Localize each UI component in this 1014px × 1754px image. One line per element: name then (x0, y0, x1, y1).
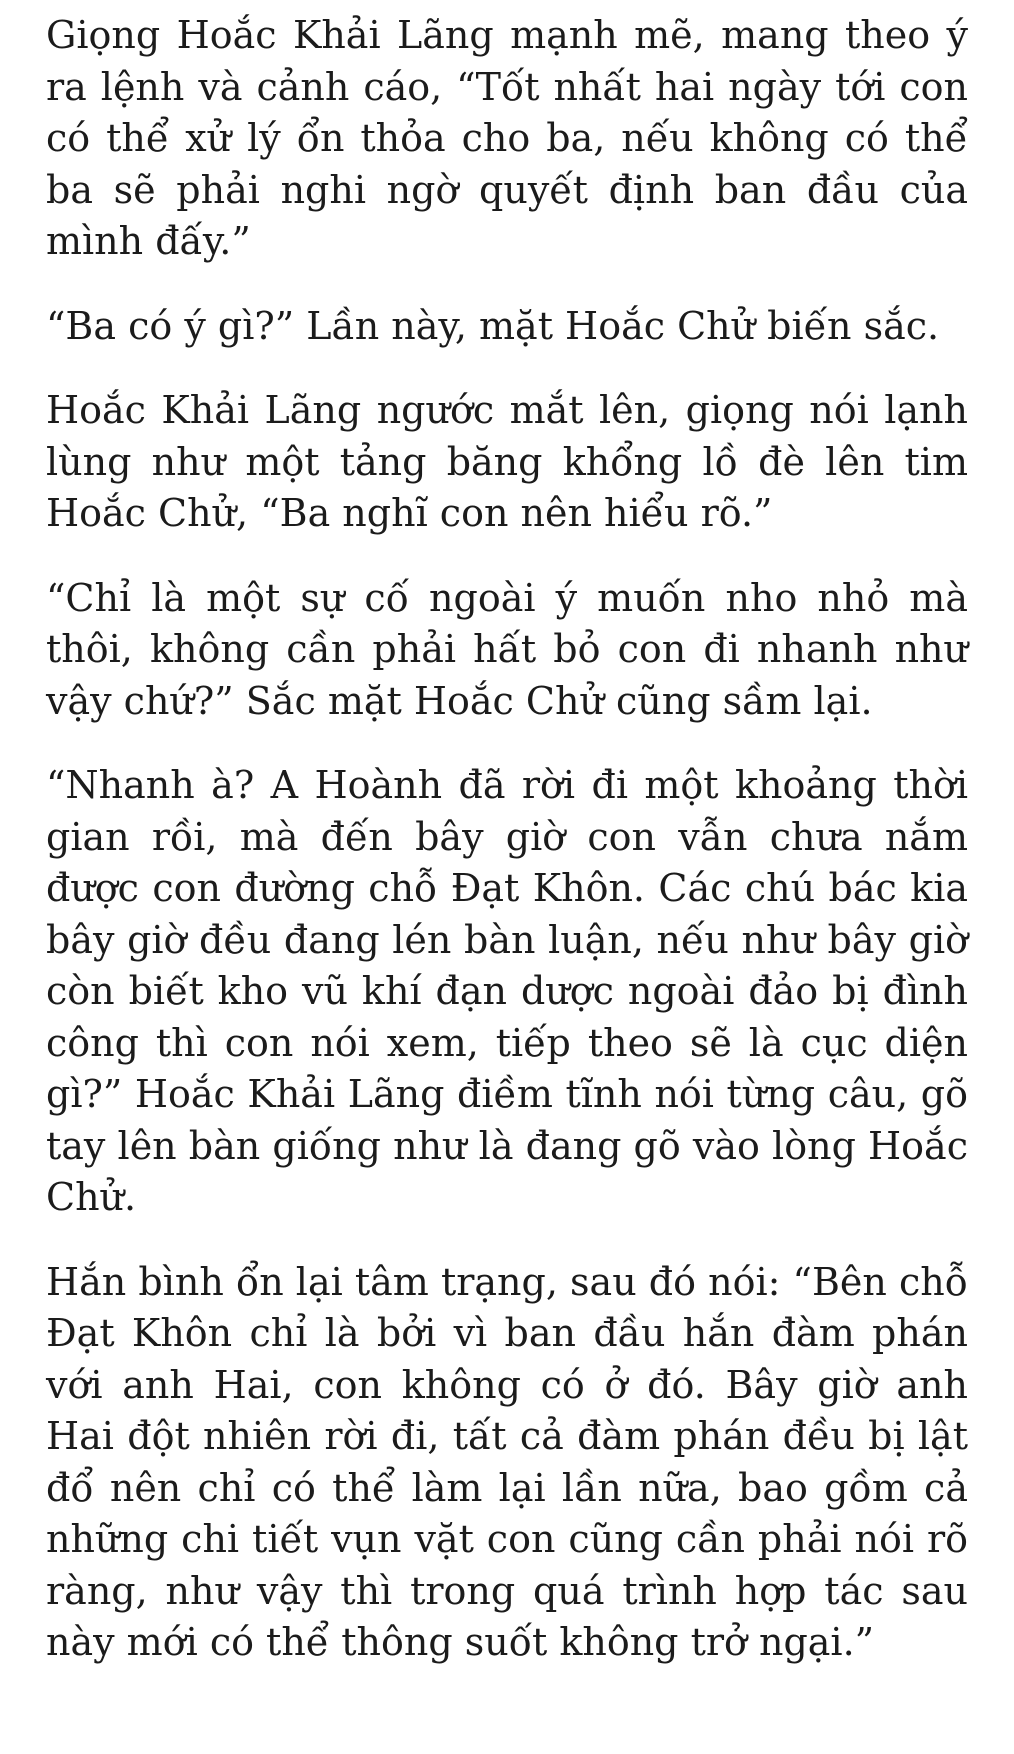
paragraph-4: “Chỉ là một sự cố ngoài ý muốn nho nhỏ mà thôi, không cần phải hất bỏ con đi nhanh như vậy chứ?” Sắc mặt Hoắc Chử cũng sầm lại. (46, 575, 968, 723)
paragraph-6: Hắn bình ổn lại tâm trạng, sau đó nói: “Bên chỗ Đạt Khôn chỉ là bởi vì ban đầu hắn đàm phán với anh Hai, con không có ở đó. Bây giờ anh Hai đột nhiên rời đi, tất cả đàm phán đều bị lật đổ nên chỉ có thể làm lại lần nữa, bao gồm cả những chi tiết vụn vặt con cũng cần phải nói rõ ràng, như vậy thì trong quá trình hợp tác sau này mới có thể thông suốt không trở ngại.” (46, 1259, 968, 1664)
paragraph-2: “Ba có ý gì?” Lần này, mặt Hoắc Chử biến sắc. (46, 303, 940, 348)
document-page (46, 10, 968, 1702)
paragraph-3: Hoắc Khải Lãng ngước mắt lên, giọng nói lạnh lùng như một tảng băng khổng lồ đè lên tim Hoắc Chử, “Ba nghĩ con nên hiểu rõ.” (46, 388, 968, 535)
paragraph-1: Giọng Hoắc Khải Lãng mạnh mẽ, mang theo ý ra lệnh và cảnh cáo, “Tốt nhất hai ngày tới con có thể xử lý ổn thỏa cho ba, nếu không có thể ba sẽ phải nghi ngờ quyết định ban đầu của mình đấy.” (46, 13, 968, 263)
paragraph-5: “Nhanh à? A Hoành đã rời đi một khoảng thời gian rồi, mà đến bây giờ con vẫn chưa nắm được con đường chỗ Đạt Khôn. Các chú bác kia bây giờ đều đang lén bàn luận, nếu như bây giờ còn biết kho vũ khí đạn dược ngoài đảo bị đình công thì con nói xem, tiếp theo sẽ là cục diện gì?” Hoắc Khải Lãng điềm tĩnh nói từng câu, gõ tay lên bàn giống như là đang gõ vào lòng Hoắc Chử. (46, 763, 968, 1219)
